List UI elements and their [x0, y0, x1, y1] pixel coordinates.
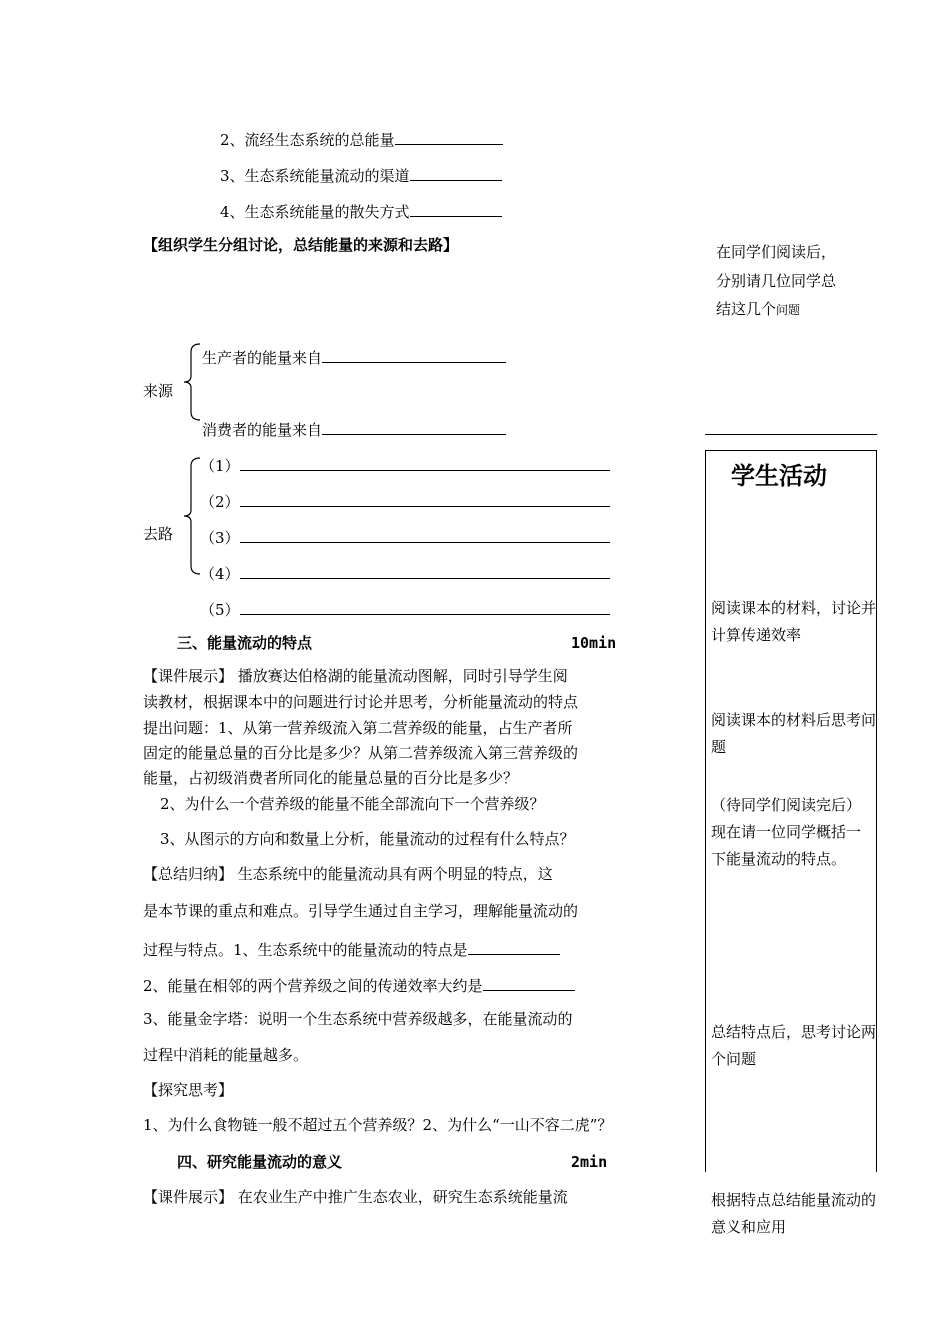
answer-blank[interactable] — [240, 528, 610, 543]
answer-blank[interactable] — [410, 166, 502, 181]
courseware-line: 提出问题：1、从第一营养级流入第二营养级的能量，占生产者所 — [143, 719, 573, 737]
side-note-5: 总结特点后，思考讨论两个问题 — [711, 1023, 877, 1068]
fill-item-energy-channel: 3、生态系统能量流动的渠道 — [220, 166, 502, 184]
destination-item: （5） — [200, 600, 610, 618]
destination-item: （4） — [200, 564, 610, 582]
answer-blank[interactable] — [322, 420, 506, 435]
destination-label: 去路 — [143, 525, 174, 543]
section-3-title: 三、能量流动的特点 — [177, 634, 313, 652]
destination-item: （3） — [200, 528, 610, 546]
producer-energy-line: 生产者的能量来自 — [202, 348, 506, 366]
answer-blank[interactable] — [410, 202, 502, 217]
side-note-1-line: 在同学们阅读后， — [716, 243, 837, 261]
summary-line: 【总结归纳】 生态系统中的能量流动具有两个明显的特点，这 — [143, 865, 553, 883]
fill-item-total-energy: 2、流经生态系统的总能量 — [220, 130, 503, 148]
courseware-line: 能量，占初级消费者所同化的能量总量的百分比是多少？ — [143, 769, 519, 787]
activity-box-top — [705, 450, 877, 451]
answer-blank[interactable] — [240, 456, 610, 471]
activity-box-left — [705, 450, 706, 1172]
explore-heading: 【探究思考】 — [143, 1081, 234, 1099]
activity-box-title: 学生活动 — [731, 462, 827, 490]
answer-blank[interactable] — [240, 564, 610, 579]
side-note-1-line: 分别请几位同学总 — [716, 272, 837, 290]
side-note-6: 根据特点总结能量流动的意义和应用 — [711, 1191, 877, 1236]
summary-line: 过程中消耗的能量越多。 — [143, 1046, 309, 1064]
side-divider — [705, 434, 877, 435]
source-label: 来源 — [143, 382, 174, 400]
fill-item-energy-loss: 4、生态系统能量的散失方式 — [220, 202, 502, 220]
explore-question: 1、为什么食物链一般不超过五个营养级？2、为什么“一山不容二虎”？ — [143, 1116, 613, 1134]
answer-blank[interactable] — [322, 348, 506, 363]
consumer-energy-line: 消费者的能量来自 — [202, 420, 506, 438]
group-discussion-heading: 【组织学生分组讨论，总结能量的来源和去路】 — [143, 236, 459, 254]
courseware-line: 【课件展示】 播放赛达伯格湖的能量流动图解，同时引导学生阅 — [143, 667, 568, 685]
section-3-time: 10min — [571, 634, 617, 652]
answer-blank[interactable] — [468, 940, 560, 955]
answer-blank[interactable] — [483, 976, 575, 991]
question-3: 3、从图示的方向和数量上分析，能量流动的过程有什么特点？ — [160, 830, 575, 848]
side-note-1-line: 结这几个问题 — [716, 300, 801, 318]
side-note-4: （待同学们阅读完后）现在请一位同学概括一下能量流动的特点。 — [711, 796, 862, 868]
summary-line: 3、能量金字塔：说明一个生态系统中营养级越多，在能量流动的 — [143, 1010, 573, 1028]
question-2: 2、为什么一个营养级的能量不能全部流向下一个营养级？ — [160, 795, 545, 813]
summary-line: 是本节课的重点和难点。引导学生通过自主学习，理解能量流动的 — [143, 902, 579, 920]
answer-blank[interactable] — [395, 130, 503, 145]
summary-line: 过程与特点。1、生态系统中的能量流动的特点是 — [143, 940, 560, 958]
side-note-3: 阅读课本的材料后思考问题 — [711, 711, 877, 756]
courseware-2: 【课件展示】 在农业生产中推广生态农业，研究生态系统能量流 — [143, 1188, 568, 1206]
section-4-time: 2min — [571, 1153, 608, 1171]
courseware-line: 固定的能量总量的百分比是多少？从第二营养级流入第三营养级的 — [143, 744, 579, 762]
destination-item: （1） — [200, 456, 610, 474]
section-4-title: 四、研究能量流动的意义 — [177, 1153, 343, 1171]
summary-line: 2、能量在相邻的两个营养级之间的传递效率大约是 — [143, 976, 575, 994]
courseware-line: 读教材，根据课本中的问题进行讨论并思考，分析能量流动的特点 — [143, 693, 579, 711]
answer-blank[interactable] — [240, 492, 610, 507]
destination-item: （2） — [200, 492, 610, 510]
side-note-2: 阅读课本的材料，讨论并计算传递效率 — [711, 599, 877, 644]
answer-blank[interactable] — [240, 600, 610, 615]
